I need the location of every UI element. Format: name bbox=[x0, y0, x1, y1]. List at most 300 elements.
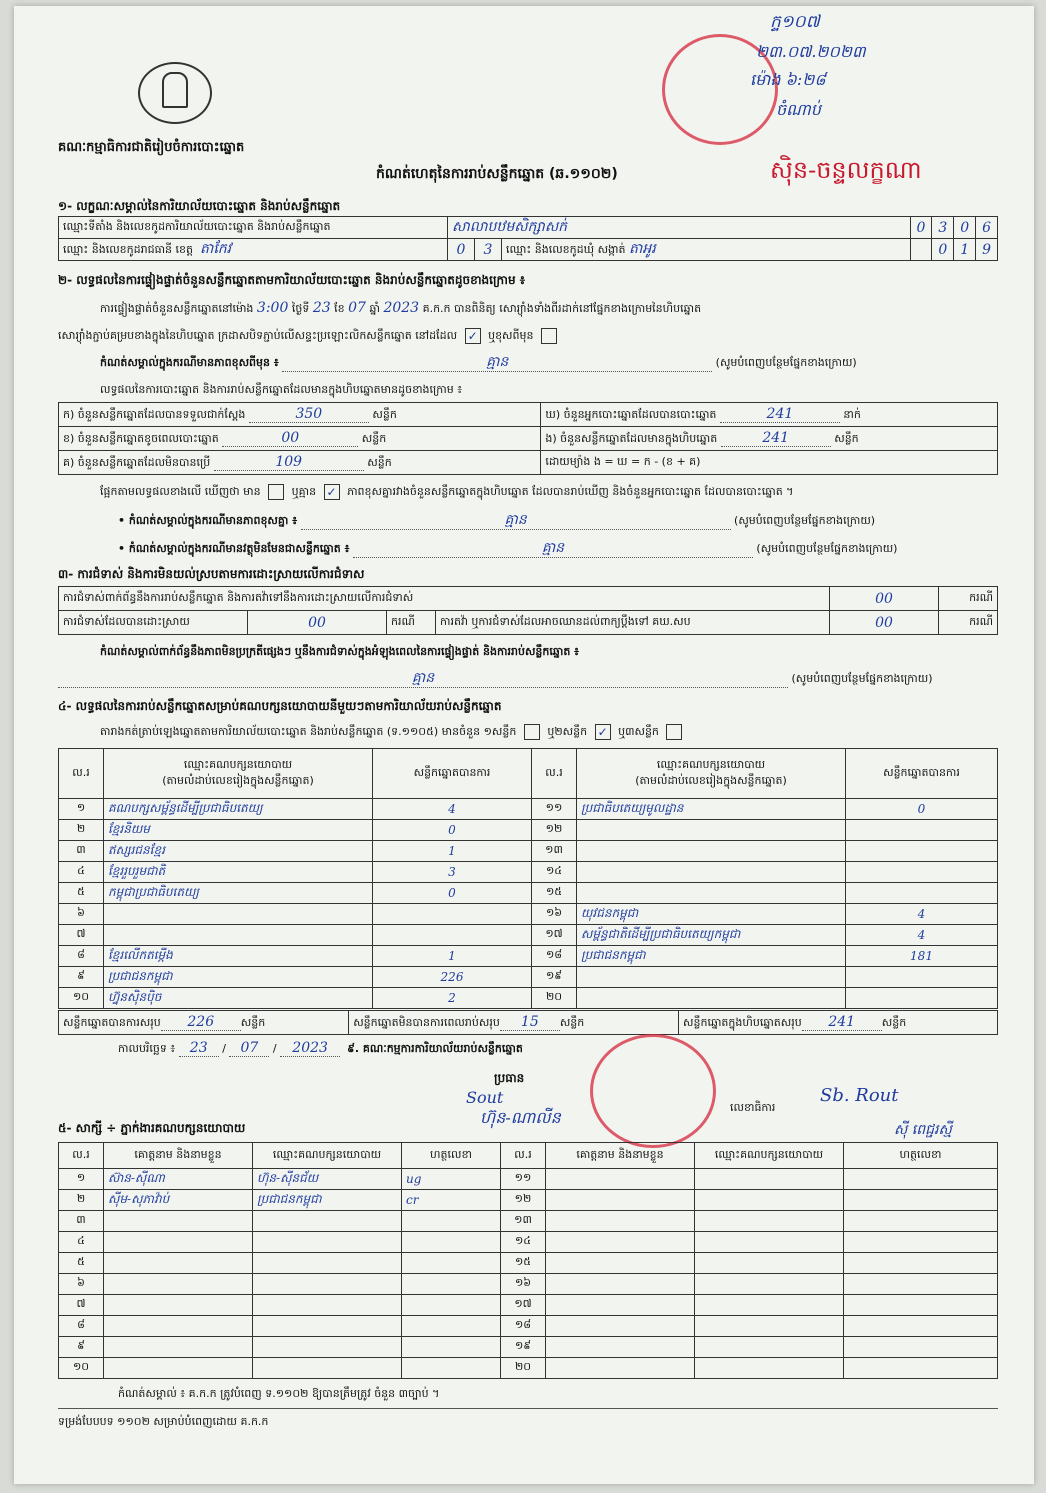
total-valid-label: សន្លឹកឆ្នោតបានការសរុប bbox=[63, 1015, 161, 1029]
agency-name: គណៈកម្មាធិការជាតិរៀបចំការបោះឆ្នោត bbox=[58, 140, 245, 155]
witness-row bbox=[59, 1295, 998, 1316]
party-votes bbox=[846, 967, 998, 988]
witness-no: ១៤ bbox=[501, 1232, 546, 1253]
section1-table bbox=[58, 216, 998, 261]
commune-label: ឈ្មោះ និងលេខកូដឃុំ សង្កាត់ bbox=[506, 243, 626, 256]
date-month: 07 bbox=[229, 1040, 269, 1057]
party-no: ១៩ bbox=[532, 967, 577, 988]
result-a-value: 350 bbox=[249, 406, 369, 423]
complaint-value: 00 bbox=[830, 611, 939, 635]
verify-year: 2023 bbox=[383, 300, 420, 316]
witness-row bbox=[59, 1274, 998, 1295]
section1-heading: ១- លក្ខណៈសម្គាល់នៃការិយាល័យបោះឆ្នោត និងរាប់សន្លឹកឆ្នោត bbox=[58, 199, 341, 213]
party-no: ៦ bbox=[59, 904, 104, 925]
resolved-label: ការជំទាស់ដែលបានដោះស្រាយ bbox=[59, 611, 248, 635]
results-intro: លទ្ធផលនៃការបោះឆ្នោត និងការរាប់សន្លឹកឆ្នោតដែលមានក្នុងហិបឆ្នោតមានដូចខាងក្រោម ៖ bbox=[100, 383, 463, 396]
commune-code-blank bbox=[910, 239, 932, 261]
witness-signature bbox=[402, 1274, 501, 1295]
witness-name bbox=[546, 1274, 695, 1295]
party-no: ២០ bbox=[532, 988, 577, 1009]
party-row bbox=[59, 799, 998, 820]
witness-no: ៨ bbox=[59, 1316, 104, 1337]
party-name bbox=[577, 883, 846, 904]
office-value: សាលាបឋមសិក្សាសក់ bbox=[448, 217, 911, 239]
party-no: ៣ bbox=[59, 841, 104, 862]
col-votes-left: សន្លឹកឆ្នោតបានការ bbox=[373, 749, 532, 799]
witness-name bbox=[546, 1316, 695, 1337]
total-box-label: សន្លឹកឆ្នោតក្នុងហិបឆ្នោតសរុប bbox=[683, 1015, 802, 1029]
irregularity-note bbox=[58, 670, 933, 688]
corner-note-1: ក្ទ១០៧ bbox=[770, 12, 820, 32]
witness-no: ១ bbox=[59, 1169, 104, 1190]
date-day: 23 bbox=[179, 1040, 219, 1057]
total-invalid-label: សន្លឹកឆ្នោតមិនបានការពេលរាប់សរុប bbox=[353, 1015, 500, 1029]
office-label: ឈ្មោះទីតាំង និងលេខកូដការិយាល័យបោះឆ្នោត និងរាប់សន្លឹកឆ្នោត bbox=[59, 217, 448, 239]
w-col-name-left: គោត្តនាម និងនាមខ្លួន bbox=[104, 1143, 253, 1169]
party-row bbox=[59, 946, 998, 967]
result-a bbox=[59, 403, 541, 427]
witness-no: ១១ bbox=[501, 1169, 546, 1190]
verify-line-2-text: សោរ្យ៉ាំងភ្ជាប់គម្របខាងក្នុងនៃហិបឆ្នោត ក្រដាសបិទភ្ជាប់លើសន្ទះប្រឡោះលិកសន្លឹកឆ្នោត នៅដដែល bbox=[58, 329, 458, 342]
compare-rest: ភាពខុសគ្នារវាងចំនួនសន្លឹកឆ្នោតក្នុងហិបឆ្នោត ដែលបានរាប់ឃើញ និងចំនួនអ្នកបោះឆ្នោត ដែលបានបោះឆ្នោត ។ bbox=[347, 485, 794, 498]
verify-line-1 bbox=[100, 300, 701, 317]
witness-signature bbox=[402, 1337, 501, 1358]
party-votes bbox=[373, 904, 532, 925]
result-c bbox=[59, 451, 541, 475]
party-name: គណបក្សសម្ព័ន្ធដើម្បីប្រជាធិបតេយ្យ bbox=[104, 799, 373, 820]
result-d-label: ឃ) ចំនួនអ្នកបោះឆ្នោតដែលបានបោះឆ្នោត bbox=[545, 407, 717, 421]
party-votes: 1 bbox=[373, 841, 532, 862]
witness-party bbox=[253, 1316, 402, 1337]
resolved-value: 00 bbox=[248, 611, 387, 635]
verify-fill-hint: (សូមបំពេញបន្ថែមផ្នែកខាងក្រោយ) bbox=[715, 356, 857, 369]
sheets-2-checkbox[interactable]: ✓ bbox=[595, 724, 611, 740]
col-party-right bbox=[577, 749, 846, 799]
verify-text-a: ការផ្ទៀងផ្ទាត់ចំនួនសន្លឹកឆ្នោតនៅម៉ោង bbox=[100, 302, 254, 315]
witness-signature bbox=[402, 1211, 501, 1232]
witness-party bbox=[695, 1337, 844, 1358]
party-row bbox=[59, 988, 998, 1009]
section5-heading: ៥- សាក្សី ÷ ភ្នាក់ងារគណបក្សនយោបាយ bbox=[58, 1121, 246, 1135]
party-name: ខ្មែរនិយម bbox=[104, 820, 373, 841]
verify-text-d: ឆ្នាំ bbox=[369, 302, 380, 315]
province-cell bbox=[59, 239, 448, 261]
witness-signature bbox=[844, 1295, 998, 1316]
office-code-4: 6 bbox=[976, 217, 998, 239]
total-valid-value: 226 bbox=[161, 1014, 241, 1031]
commune-value: តាអូរ bbox=[629, 241, 656, 257]
date-line: កាលបរិច្ឆេទ ៖ 23 / 07 / 2023 ៩. គណៈកម្មការការិយាល័យរាប់សន្លឹកឆ្នោត bbox=[118, 1040, 523, 1056]
witness-signature bbox=[844, 1232, 998, 1253]
results-table bbox=[58, 402, 998, 475]
witness-signature bbox=[402, 1232, 501, 1253]
party-row bbox=[59, 862, 998, 883]
witness-no: ១០ bbox=[59, 1358, 104, 1379]
commune-code-2: 1 bbox=[954, 239, 976, 261]
diff-note bbox=[118, 512, 875, 530]
witness-party bbox=[253, 1358, 402, 1379]
witness-name bbox=[104, 1232, 253, 1253]
result-b-value: 00 bbox=[222, 430, 358, 447]
w-col-party-left: ឈ្មោះគណបក្សនយោបាយ bbox=[253, 1143, 402, 1169]
resolved-unit: ករណី bbox=[387, 611, 436, 635]
col-party-left-title: ឈ្មោះគណបក្សនយោបាយ bbox=[183, 757, 293, 771]
total-invalid-value: 15 bbox=[500, 1014, 560, 1031]
witness-signature bbox=[402, 1295, 501, 1316]
witness-name bbox=[546, 1190, 695, 1211]
diff-checkbox[interactable] bbox=[541, 328, 557, 344]
witness-name bbox=[104, 1316, 253, 1337]
object-note-line bbox=[353, 540, 753, 558]
result-c-unit: សន្លឹក bbox=[367, 455, 392, 469]
result-d bbox=[541, 403, 998, 427]
objection-label: ការជំទាស់ពាក់ព័ន្ធនឹងការរាប់សន្លឹកឆ្នោត និងការតវ៉ាទៅនឹងការដោះស្រាយលើការជំទាស់ bbox=[59, 587, 830, 611]
emblem-icon bbox=[162, 72, 188, 108]
party-votes bbox=[846, 988, 998, 1009]
witness-party bbox=[695, 1190, 844, 1211]
witness-no: ២ bbox=[59, 1190, 104, 1211]
party-votes: 1 bbox=[373, 946, 532, 967]
witness-party bbox=[253, 1337, 402, 1358]
witness-no: ១២ bbox=[501, 1190, 546, 1211]
irregularity-fill-hint: (សូមបំពេញបន្ថែមផ្នែកខាងក្រោយ) bbox=[791, 672, 933, 685]
w-col-no-left: ល.រ bbox=[59, 1143, 104, 1169]
sheets-line bbox=[100, 724, 686, 740]
party-votes bbox=[846, 841, 998, 862]
col-votes-right: សន្លឹកឆ្នោតបានការ bbox=[846, 749, 998, 799]
compare-yes-checkbox[interactable] bbox=[268, 484, 284, 500]
totals-table bbox=[58, 1010, 998, 1035]
party-name bbox=[577, 967, 846, 988]
witness-signature: cr bbox=[402, 1190, 501, 1211]
party-name bbox=[577, 988, 846, 1009]
objection-unit: ករណី bbox=[939, 587, 998, 611]
witness-signature bbox=[844, 1190, 998, 1211]
party-votes bbox=[846, 820, 998, 841]
party-no: ១ bbox=[59, 799, 104, 820]
diff-fill-hint: (សូមបំពេញបន្ថែមផ្នែកខាងក្រោយ) bbox=[734, 514, 876, 527]
secretary-signature: Sb. Rout bbox=[820, 1085, 899, 1106]
party-name: ខ្មែរលើកតម្កើង bbox=[104, 946, 373, 967]
party-no: ៥ bbox=[59, 883, 104, 904]
witness-row bbox=[59, 1169, 998, 1190]
party-name: ហ្វ៊ុនស៊ិនប៉ិច bbox=[104, 988, 373, 1009]
secretary-label: លេខាធិការ bbox=[730, 1101, 776, 1114]
objection-value: 00 bbox=[830, 587, 939, 611]
party-no: ១៧ bbox=[532, 925, 577, 946]
office-code-3: 0 bbox=[954, 217, 976, 239]
sheets-3-label: ឬ៣សន្លឹក bbox=[618, 725, 659, 738]
party-name bbox=[577, 841, 846, 862]
witness-name bbox=[546, 1169, 695, 1190]
witness-name bbox=[104, 1295, 253, 1316]
section2-heading: ២- លទ្ធផលនៃការផ្ទៀងផ្ទាត់ចំនួនសន្លឹកឆ្នោតតាមការិយាល័យបោះឆ្នោត និងរាប់សន្លឹកឆ្នោតដូចខាងក្រោម ៖ bbox=[58, 273, 526, 287]
object-fill-hint: (សូមបំពេញបន្ថែមផ្នែកខាងក្រោយ) bbox=[756, 542, 898, 555]
sheets-3-checkbox[interactable] bbox=[666, 724, 682, 740]
red-name-note: ស៊ិន-ចន្ទលក្ខណា bbox=[770, 156, 922, 184]
result-a-unit: សន្លឹក bbox=[372, 407, 397, 421]
corner-note-2: ២៣.០៧.២០២៣ bbox=[756, 42, 866, 61]
witness-name bbox=[546, 1337, 695, 1358]
party-votes bbox=[846, 883, 998, 904]
witness-party: ប្រជាជនកម្ពុជា bbox=[253, 1190, 402, 1211]
chair-signature: Sout bbox=[466, 1088, 504, 1107]
party-votes: 4 bbox=[846, 925, 998, 946]
office-code-2: 3 bbox=[932, 217, 954, 239]
party-no: ២ bbox=[59, 820, 104, 841]
total-valid-unit: សន្លឹក bbox=[240, 1015, 266, 1029]
footer-note: កំណត់សម្គាល់ ៖ គ.ក.ក ត្រូវបំពេញ ទ.១១០២ ឱ្យបានត្រឹមត្រូវ ចំនួន ៣ច្បាប់ ។ bbox=[118, 1387, 440, 1400]
witness-no: ៣ bbox=[59, 1211, 104, 1232]
result-d-value: 241 bbox=[720, 406, 840, 423]
total-box-value: 241 bbox=[802, 1014, 882, 1031]
witness-party bbox=[695, 1295, 844, 1316]
total-box bbox=[679, 1011, 998, 1035]
diff-note-label: • កំណត់សម្គាល់ក្នុងករណីមានភាពខុសគ្នា ៖ bbox=[118, 514, 298, 527]
verify-text-e: គ.ក.ក បានពិនិត្យ សោរ្យ៉ាំងទាំងពីរដាក់នៅផ្នែកខាងក្រោមនៃហិបឆ្នោត bbox=[422, 302, 702, 315]
witness-signature bbox=[844, 1274, 998, 1295]
party-votes: 3 bbox=[373, 862, 532, 883]
result-b-label: ខ) ចំនួនសន្លឹកឆ្នោតខូចពេលបោះឆ្នោត bbox=[63, 431, 219, 445]
verify-text-c: ខែ bbox=[334, 302, 345, 315]
verify-month: 07 bbox=[348, 300, 366, 316]
result-a-label: ក) ចំនួនសន្លឹកឆ្នោតដែលបានទទួលជាក់ស្តែង bbox=[63, 407, 246, 421]
total-box-unit: សន្លឹក bbox=[881, 1015, 907, 1029]
party-no: ៧ bbox=[59, 925, 104, 946]
verify-text-b: ថ្ងៃទី bbox=[291, 302, 310, 315]
corner-note-3: ម៉ោង ៦:២៨ bbox=[750, 70, 826, 89]
witness-no: ១៥ bbox=[501, 1253, 546, 1274]
witness-signature bbox=[844, 1358, 998, 1379]
object-note bbox=[118, 540, 897, 558]
witness-no: ១៧ bbox=[501, 1295, 546, 1316]
witness-name bbox=[104, 1253, 253, 1274]
office-code-1: 0 bbox=[910, 217, 932, 239]
verify-note-line bbox=[282, 354, 712, 372]
sheets-intro: តារាងកត់ត្រាប់ឡេងឆ្នោតតាមការិយាល័យបោះឆ្នោត និងរាប់សន្លឹកឆ្នោត (ទ.១១០៥) មានចំនួន ១សន្លឹក bbox=[100, 725, 517, 738]
witness-party bbox=[695, 1232, 844, 1253]
diff-note-line bbox=[301, 512, 731, 530]
witness-party bbox=[695, 1358, 844, 1379]
witness-name bbox=[546, 1295, 695, 1316]
witness-name bbox=[104, 1358, 253, 1379]
party-votes: 2 bbox=[373, 988, 532, 1009]
party-no: ១១ bbox=[532, 799, 577, 820]
witness-party bbox=[695, 1253, 844, 1274]
w-col-party-right: ឈ្មោះគណបក្សនយោបាយ bbox=[695, 1143, 844, 1169]
party-name: ប្រជាជនកម្ពុជា bbox=[104, 967, 373, 988]
party-votes: 226 bbox=[373, 967, 532, 988]
witness-signature: ug bbox=[402, 1169, 501, 1190]
witness-party: ហ៊ុន-ស៊ីនជ័យ bbox=[253, 1169, 402, 1190]
party-votes: 4 bbox=[846, 904, 998, 925]
party-row bbox=[59, 820, 998, 841]
commune-code-1: 0 bbox=[932, 239, 954, 261]
party-name bbox=[577, 820, 846, 841]
date-label: កាលបរិច្ឆេទ ៖ bbox=[118, 1042, 176, 1055]
result-e-unit: សន្លឹក bbox=[834, 431, 859, 445]
result-d-unit: នាក់ bbox=[843, 407, 861, 421]
witness-party bbox=[695, 1211, 844, 1232]
witness-row bbox=[59, 1232, 998, 1253]
verify-time: 3:00 bbox=[256, 300, 289, 316]
party-name: ខ្មែររួបរួមជាតិ bbox=[104, 862, 373, 883]
irregularity-note-label: កំណត់សម្គាល់ពាក់ព័ន្ធនឹងភាពមិនប្រក្រតីផ្សេងៗ ឬនឹងការជំទាស់ក្នុងអំឡុងពេលនៃការផ្ទៀងផ្ទាត់ និងការរាប់សន្លឹកឆ្នោត ៖ bbox=[100, 645, 579, 658]
diff-label: ឬខុសពីមុន bbox=[488, 329, 534, 342]
witness-row bbox=[59, 1337, 998, 1358]
col-party-left-sub: (តាមលំដាប់លេខរៀងក្នុងសន្លឹកឆ្នោត) bbox=[162, 773, 314, 787]
party-name: ប្រជាធិបតេយ្យមូលដ្ឋាន bbox=[577, 799, 846, 820]
result-c-value: 109 bbox=[214, 454, 364, 471]
party-row bbox=[59, 841, 998, 862]
witness-row bbox=[59, 1358, 998, 1379]
form-title: កំណត់ហេតុនៃការរាប់សន្លឹកឆ្នោត (ឆ.១១០២) bbox=[376, 166, 618, 182]
result-e-label: ង) ចំនួនសន្លឹកឆ្នោតដែលមានក្នុងហិបឆ្នោត bbox=[545, 431, 718, 445]
witness-no: ៤ bbox=[59, 1232, 104, 1253]
witness-no: ១៦ bbox=[501, 1274, 546, 1295]
party-row bbox=[59, 925, 998, 946]
irregularity-note-line bbox=[58, 670, 788, 688]
province-label: ឈ្មោះ និងលេខកូដរាជធានី ខេត្ត bbox=[63, 243, 193, 256]
party-row bbox=[59, 883, 998, 904]
witness-name bbox=[104, 1211, 253, 1232]
party-row bbox=[59, 967, 998, 988]
verify-note bbox=[100, 354, 857, 372]
party-votes bbox=[373, 925, 532, 946]
party-name bbox=[577, 862, 846, 883]
object-note-value: គ្មាន bbox=[541, 540, 565, 556]
witness-party bbox=[253, 1211, 402, 1232]
same-checkbox[interactable]: ✓ bbox=[465, 328, 481, 344]
compare-none-checkbox[interactable]: ✓ bbox=[324, 484, 340, 500]
witness-signature bbox=[844, 1316, 998, 1337]
witness-row bbox=[59, 1253, 998, 1274]
province-code-1: 0 bbox=[448, 239, 475, 261]
witness-party bbox=[253, 1232, 402, 1253]
section4-heading: ៤- លទ្ធផលនៃការរាប់សន្លឹកឆ្នោតសម្រាប់គណបក្សនយោបាយនីមួយៗតាមការិយាល័យរាប់សន្លឹកឆ្នោត bbox=[58, 699, 502, 713]
witness-signature bbox=[844, 1169, 998, 1190]
witness-table bbox=[58, 1142, 998, 1379]
result-formula-label: ដោយម្យ៉ាង ង = ឃ = ក - (ខ + គ) bbox=[545, 454, 701, 468]
party-name: ឥស្សរជនខ្មែរ bbox=[104, 841, 373, 862]
witness-name bbox=[546, 1211, 695, 1232]
party-row bbox=[59, 904, 998, 925]
witness-name: ស៊ាន-ស៊ីណា bbox=[104, 1169, 253, 1190]
verify-line-2 bbox=[58, 328, 561, 344]
diff-note-value: គ្មាន bbox=[504, 512, 527, 528]
party-votes: 0 bbox=[846, 799, 998, 820]
secretary-name: ស៊ី ពេជ្ជរស្មី bbox=[894, 1122, 952, 1138]
witness-no: ៧ bbox=[59, 1295, 104, 1316]
witness-party bbox=[695, 1274, 844, 1295]
party-rows bbox=[59, 799, 998, 1009]
party-no: ១៦ bbox=[532, 904, 577, 925]
col-party-left bbox=[104, 749, 373, 799]
witness-signature bbox=[844, 1253, 998, 1274]
party-name bbox=[104, 904, 373, 925]
witness-rows bbox=[59, 1169, 998, 1379]
witness-party bbox=[695, 1169, 844, 1190]
party-votes: 181 bbox=[846, 946, 998, 967]
party-votes: 0 bbox=[373, 883, 532, 904]
witness-signature bbox=[402, 1316, 501, 1337]
sheets-1-checkbox[interactable] bbox=[524, 724, 540, 740]
witness-no: ៥ bbox=[59, 1253, 104, 1274]
section3-table bbox=[58, 586, 998, 635]
party-no: ៤ bbox=[59, 862, 104, 883]
compare-text: ផ្អែកតាមលទ្ធផលខាងលើ ឃើញថា មាន bbox=[100, 485, 261, 498]
irregularity-note-value: គ្មាន bbox=[411, 670, 435, 686]
witness-row bbox=[59, 1316, 998, 1337]
col-party-right-sub: (តាមលំដាប់លេខរៀងក្នុងសន្លឹកឆ្នោត) bbox=[635, 773, 787, 787]
sheets-2-label: ឬ២សន្លឹក bbox=[547, 725, 588, 738]
province-code-2: 3 bbox=[475, 239, 502, 261]
party-votes: 0 bbox=[373, 820, 532, 841]
party-name: ប្រជាជនកម្ពុជា bbox=[577, 946, 846, 967]
witness-row bbox=[59, 1190, 998, 1211]
party-name: កម្ពុជាប្រជាធិបតេយ្យ bbox=[104, 883, 373, 904]
party-name bbox=[104, 925, 373, 946]
total-invalid bbox=[349, 1011, 679, 1035]
witness-name: សុីម-សុភាវ៉ាប់ bbox=[104, 1190, 253, 1211]
result-b bbox=[59, 427, 541, 451]
witness-signature bbox=[844, 1211, 998, 1232]
party-no: ១៨ bbox=[532, 946, 577, 967]
w-col-name-right: គោត្តនាម និងនាមខ្លួន bbox=[546, 1143, 695, 1169]
witness-party bbox=[253, 1274, 402, 1295]
party-no: ១២ bbox=[532, 820, 577, 841]
witness-party bbox=[253, 1253, 402, 1274]
witness-no: ៦ bbox=[59, 1274, 104, 1295]
compare-none-label: ឬគ្មាន bbox=[291, 485, 317, 498]
party-no: ៨ bbox=[59, 946, 104, 967]
complaint-unit: ករណី bbox=[939, 611, 998, 635]
w-col-sign-left: ហត្ថលេខា bbox=[402, 1143, 501, 1169]
province-value: តាកែវ bbox=[200, 241, 232, 257]
party-no: ១០ bbox=[59, 988, 104, 1009]
chair-name: ហ៊ុន-ណាលីន bbox=[480, 1108, 561, 1127]
section3-heading: ៣- ការជំទាស់ និងការមិនយល់ស្របតាមការដោះស្រាយលើការជំទាស bbox=[58, 567, 365, 581]
result-e bbox=[541, 427, 998, 451]
verify-day: 23 bbox=[312, 300, 331, 316]
witness-name bbox=[104, 1274, 253, 1295]
footer-divider bbox=[58, 1408, 998, 1409]
col-no-left: ល.រ bbox=[59, 749, 104, 799]
w-col-no-right: ល.រ bbox=[501, 1143, 546, 1169]
verify-note-value: គ្មាន bbox=[486, 354, 509, 370]
chair-label: ប្រធាន bbox=[494, 1071, 525, 1085]
witness-name bbox=[546, 1253, 695, 1274]
witness-signature bbox=[402, 1253, 501, 1274]
col-party-right-title: ឈ្មោះគណបក្សនយោបាយ bbox=[656, 757, 766, 771]
party-no: ១៣ bbox=[532, 841, 577, 862]
result-c-label: គ) ចំនួនសន្លឹកឆ្នោតដែលមិនបានប្រើ bbox=[63, 455, 211, 469]
witness-no: ១៩ bbox=[501, 1337, 546, 1358]
party-results-table bbox=[58, 748, 998, 1009]
total-valid bbox=[59, 1011, 349, 1035]
witness-signature bbox=[402, 1358, 501, 1379]
witness-row bbox=[59, 1211, 998, 1232]
witness-name bbox=[546, 1358, 695, 1379]
witness-name bbox=[104, 1337, 253, 1358]
commune-code-3: 9 bbox=[976, 239, 998, 261]
witness-no: ១៣ bbox=[501, 1211, 546, 1232]
committee-label: ៩. គណៈកម្មការការិយាល័យរាប់សន្លឹកឆ្នោត bbox=[347, 1042, 523, 1055]
witness-signature bbox=[844, 1337, 998, 1358]
committee-seal bbox=[590, 1034, 716, 1148]
party-votes: 4 bbox=[373, 799, 532, 820]
complaint-label: ការតវ៉ា ឬការជំទាស់ដែលអាចឈានដល់ពាក្យប្តឹងទៅ គឃ.សប bbox=[436, 611, 830, 635]
